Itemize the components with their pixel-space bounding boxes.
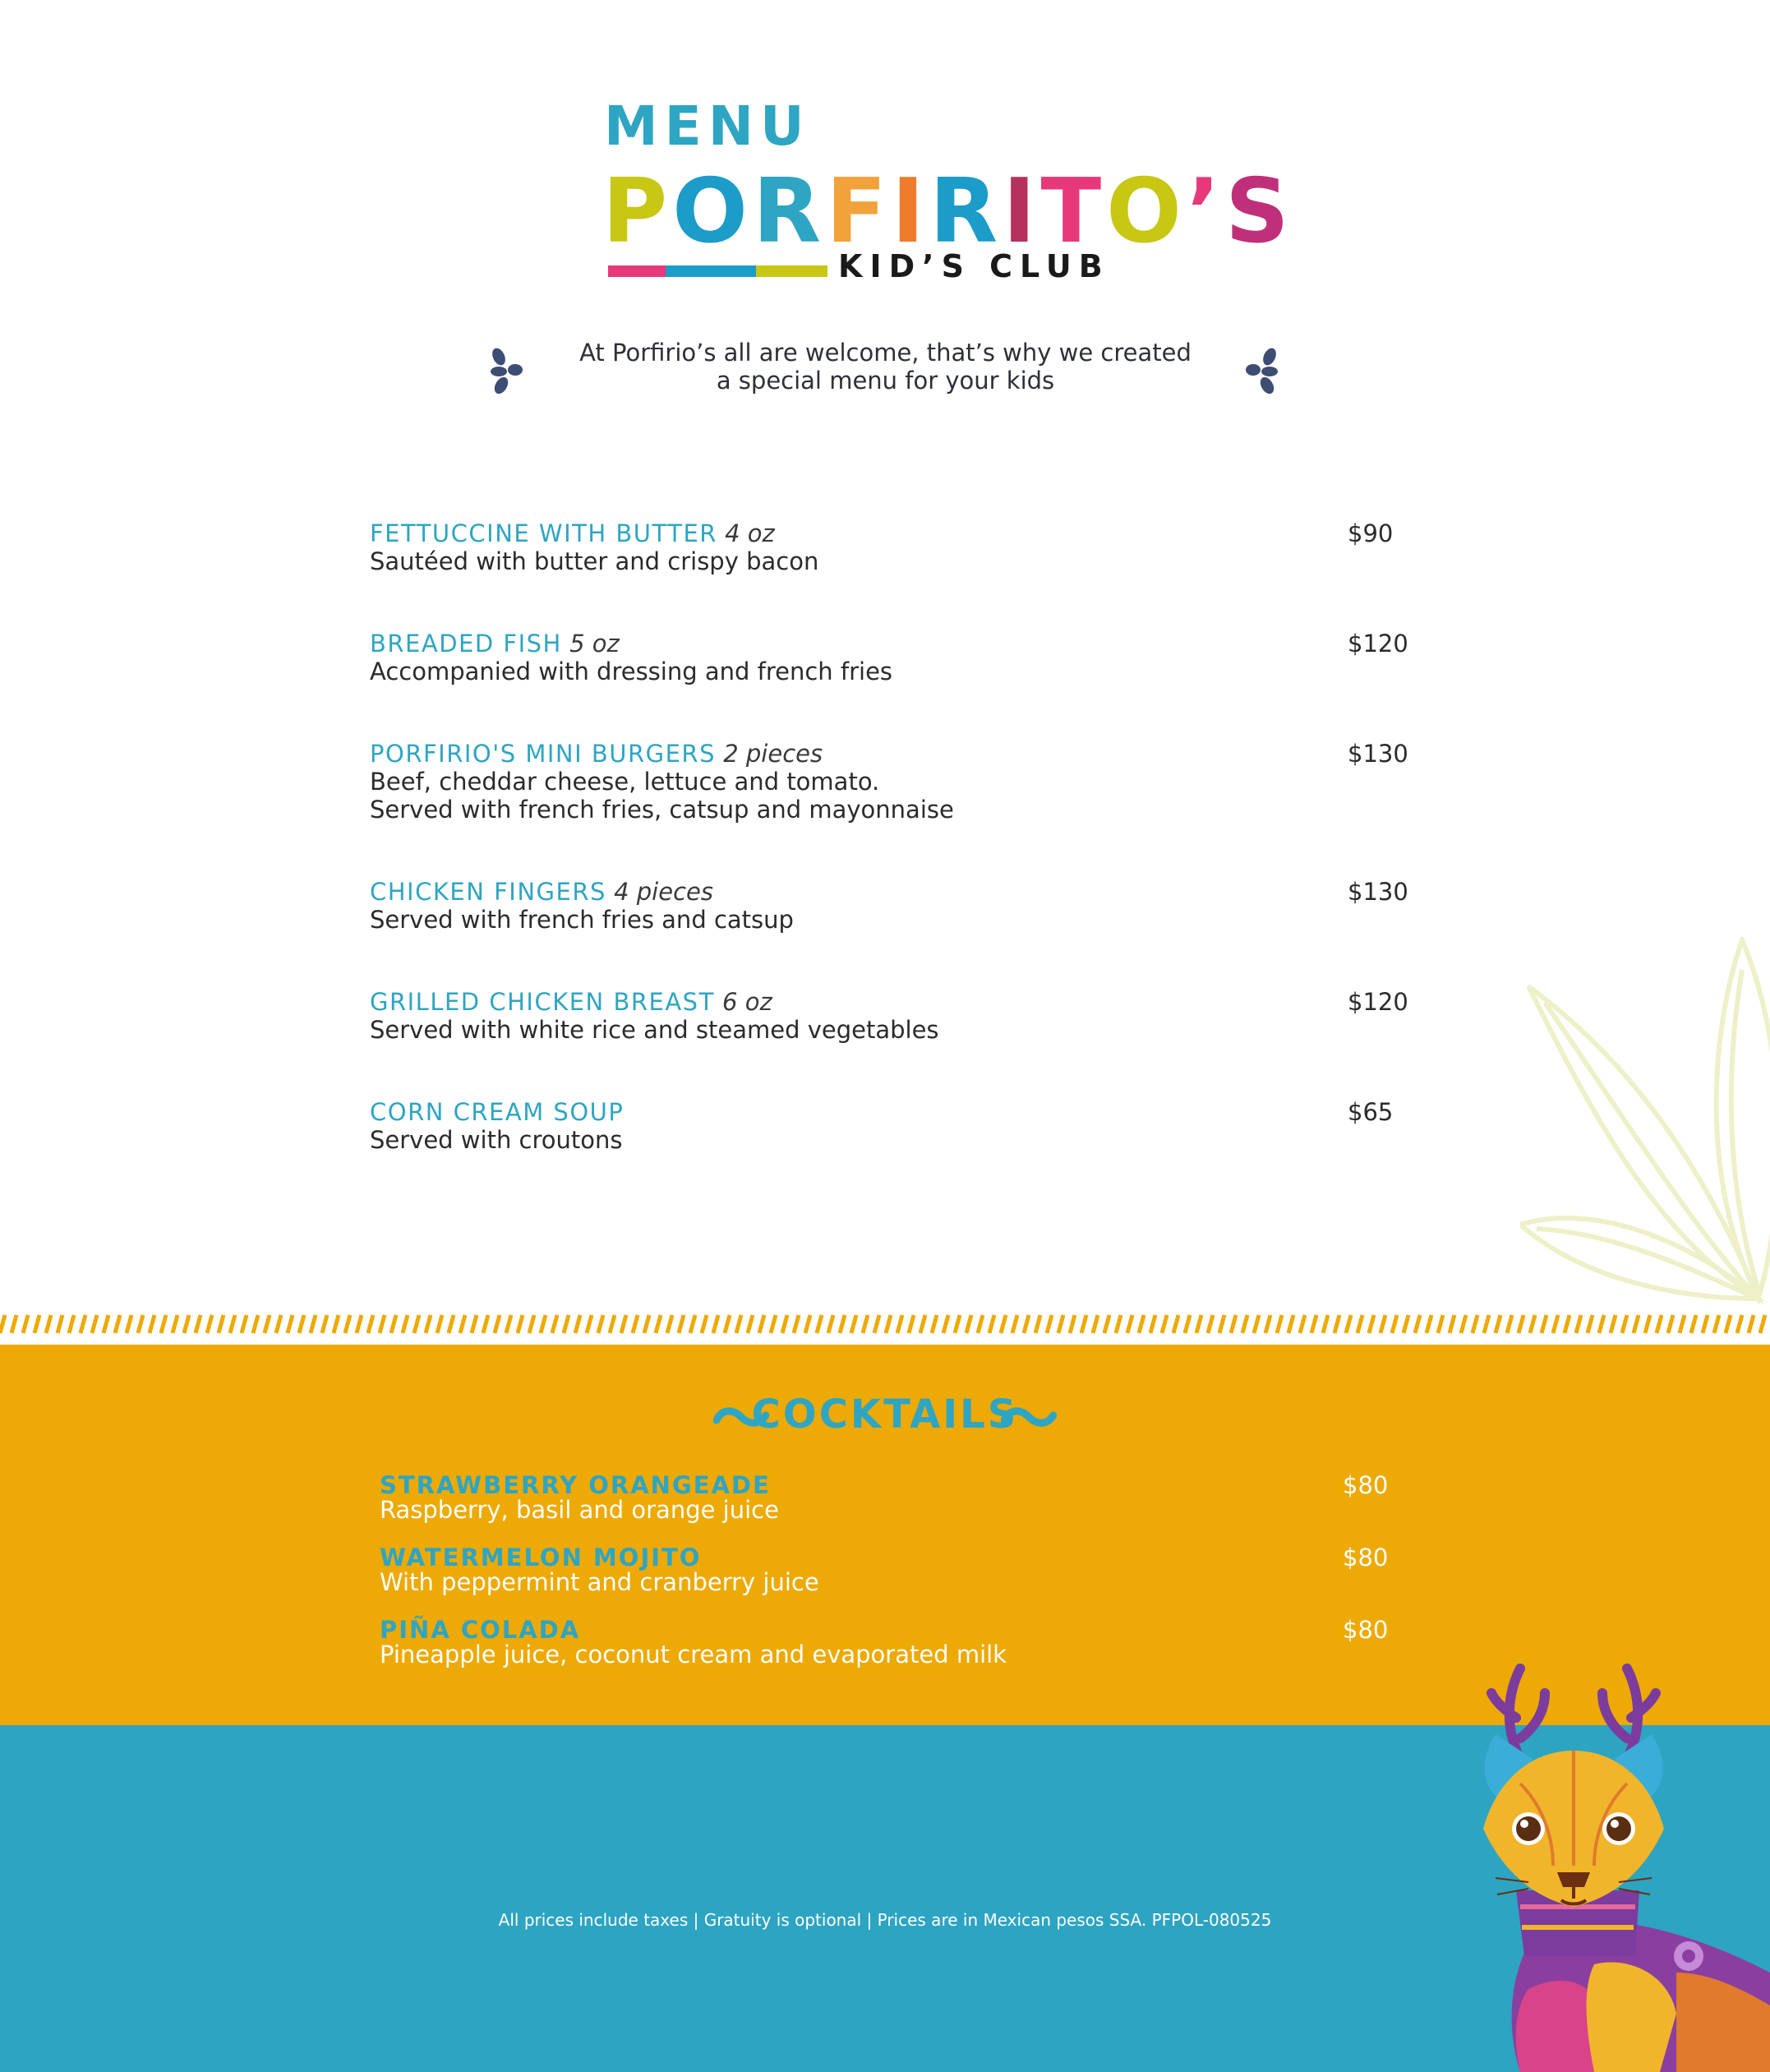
zigzag-stripe (127, 1315, 131, 1333)
zigzag-stripe (1588, 1315, 1593, 1333)
zigzag-stripe (805, 1315, 810, 1333)
zigzag-stripe (748, 1315, 753, 1333)
zigzag-stripe (1599, 1315, 1604, 1333)
zigzag-stripe (1392, 1315, 1397, 1333)
zigzag-stripe (1427, 1315, 1431, 1333)
menu-item-name: BREADED FISH (370, 630, 562, 658)
zigzag-stripe (150, 1315, 154, 1333)
zigzag-stripe (1415, 1315, 1420, 1333)
zigzag-stripe (1323, 1315, 1328, 1333)
zigzag-stripe (1680, 1315, 1685, 1333)
zigzag-stripe (644, 1315, 649, 1333)
zigzag-stripe (702, 1315, 707, 1333)
zigzag-stripe (909, 1315, 914, 1333)
menu-item-name: CHICKEN FINGERS (370, 878, 606, 906)
zigzag-stripe (380, 1315, 385, 1333)
zigzag-stripe (1553, 1315, 1558, 1333)
cocktail-price: $80 (1343, 1616, 1389, 1644)
zigzag-stripe (1622, 1315, 1627, 1333)
zigzag-stripe (23, 1315, 28, 1333)
cocktail-description: Pineapple juice, coconut cream and evaporated milk (380, 1641, 1007, 1668)
zigzag-stripe (1162, 1315, 1167, 1333)
zigzag-stripe (598, 1315, 603, 1333)
zigzag-stripe (207, 1315, 212, 1333)
zigzag-stripe (1737, 1315, 1742, 1333)
zigzag-stripe (1093, 1315, 1098, 1333)
zigzag-stripe (299, 1315, 304, 1333)
cocktail-name: PIÑA COLADA (380, 1616, 581, 1644)
footer-note: All prices include taxes | Gratuity is optional | Prices are in Mexican pesos SSA. PFPOL-080525 (498, 1910, 1272, 1930)
zigzag-stripe (495, 1315, 500, 1333)
zigzag-stripe (656, 1315, 661, 1333)
zigzag-stripe (1450, 1315, 1454, 1333)
intro-line-2: a special menu for your kids (716, 367, 1055, 395)
zigzag-stripe (92, 1315, 97, 1333)
flourish-left-icon (485, 344, 531, 396)
menu-item (370, 630, 1408, 685)
zigzag-stripe (1357, 1315, 1362, 1333)
zigzag-stripe (1219, 1315, 1224, 1333)
zigzag-stripe (1507, 1315, 1512, 1333)
menu-item-price: $90 (1348, 519, 1394, 547)
zigzag-stripe (725, 1315, 730, 1333)
zigzag-stripe (978, 1315, 983, 1333)
zigzag-stripe (518, 1315, 523, 1333)
zigzag-stripe (1530, 1315, 1535, 1333)
zigzag-stripe (782, 1315, 787, 1333)
zigzag-stripe (736, 1315, 741, 1333)
zigzag-stripe (1334, 1315, 1339, 1333)
zigzag-stripe (1311, 1315, 1316, 1333)
menu-label: MENU (604, 95, 811, 158)
swirl-right-icon (1001, 1405, 1057, 1430)
cocktail-name: WATERMELON MOJITO (380, 1544, 702, 1571)
brand-letter: I (891, 160, 930, 263)
zigzag-stripe (219, 1315, 224, 1333)
zigzag-stripe (1760, 1315, 1765, 1333)
menu-item-heading (370, 1098, 624, 1126)
menu-item-heading (370, 740, 954, 768)
zigzag-stripe (610, 1315, 615, 1333)
zigzag-stripe (1116, 1315, 1121, 1333)
menu-item-description: Beef, cheddar cheese, lettuce and tomato. (370, 768, 880, 796)
zigzag-stripe (1404, 1315, 1408, 1333)
zigzag-stripe (1173, 1315, 1178, 1333)
zigzag-stripe (138, 1315, 143, 1333)
zigzag-stripe (1277, 1315, 1282, 1333)
brand-logo (602, 160, 1294, 263)
zigzag-stripe (173, 1315, 177, 1333)
zigzag-stripe (897, 1315, 902, 1333)
cocktails-title: COCKTAILS (751, 1391, 1019, 1437)
zigzag-stripe (1668, 1315, 1673, 1333)
zigzag-stripe (265, 1315, 270, 1333)
cocktail-price: $80 (1343, 1471, 1389, 1499)
zigzag-stripe (1012, 1315, 1017, 1333)
cocktail-name: STRAWBERRY ORANGEADE (380, 1471, 771, 1499)
menu-item-name: GRILLED CHICKEN BREAST (370, 988, 715, 1016)
brand-letter: F (826, 160, 892, 263)
zigzag-stripe (1001, 1315, 1006, 1333)
zigzag-stripe (1024, 1315, 1029, 1333)
zigzag-border (0, 1313, 1770, 1335)
zigzag-stripe (426, 1315, 431, 1333)
zigzag-stripe (161, 1315, 166, 1333)
menu-item-price: $130 (1348, 878, 1408, 906)
zigzag-stripe (1104, 1315, 1109, 1333)
alebrije-deer-icon (1430, 1660, 1770, 2072)
zigzag-stripe (955, 1315, 960, 1333)
zigzag-stripe (115, 1315, 120, 1333)
zigzag-stripe (633, 1315, 638, 1333)
zigzag-stripe (1542, 1315, 1546, 1333)
brand-letter: R (752, 160, 827, 263)
logo-underline (608, 265, 827, 277)
zigzag-stripe (943, 1315, 948, 1333)
zigzag-stripe (1346, 1315, 1351, 1333)
zigzag-stripe (196, 1315, 201, 1333)
zigzag-stripe (1576, 1315, 1581, 1333)
zigzag-stripe (69, 1315, 74, 1333)
zigzag-stripe (230, 1315, 235, 1333)
menu-item-name: FETTUCCINE WITH BUTTER (370, 519, 717, 547)
zigzag-stripe (1058, 1315, 1063, 1333)
zigzag-stripe (1139, 1315, 1144, 1333)
menu-item-description: Served with white rice and steamed vegetables (370, 1016, 939, 1044)
zigzag-stripe (1634, 1315, 1639, 1333)
zigzag-stripe (932, 1315, 937, 1333)
menu-item-name: PORFIRIO'S MINI BURGERS (370, 740, 716, 768)
menu-item-heading (370, 988, 939, 1016)
zigzag-stripe (1127, 1315, 1132, 1333)
zigzag-stripe (1369, 1315, 1374, 1333)
zigzag-stripe (253, 1315, 258, 1333)
zigzag-stripe (0, 1315, 5, 1333)
zigzag-stripe (828, 1315, 833, 1333)
zigzag-stripe (1035, 1315, 1040, 1333)
zigzag-stripe (276, 1315, 281, 1333)
zigzag-stripe (874, 1315, 879, 1333)
zigzag-stripe (575, 1315, 580, 1333)
zigzag-stripe (1265, 1315, 1270, 1333)
menu-item (370, 1098, 1394, 1154)
zigzag-stripe (863, 1315, 868, 1333)
zigzag-stripe (541, 1315, 546, 1333)
zigzag-stripe (1714, 1315, 1719, 1333)
zigzag-stripe (1300, 1315, 1305, 1333)
zigzag-stripe (1070, 1315, 1075, 1333)
cocktail-description: With peppermint and cranberry juice (380, 1568, 819, 1596)
menu-item-portion: 5 oz (569, 630, 620, 658)
zigzag-stripe (242, 1315, 247, 1333)
menu-item-description: Served with french fries and catsup (370, 906, 794, 934)
zigzag-stripe (322, 1315, 327, 1333)
menu-item (370, 878, 1408, 934)
zigzag-stripe (81, 1315, 85, 1333)
zigzag-stripe (288, 1315, 293, 1333)
menu-item-price: $120 (1348, 988, 1408, 1016)
brand-letter: P (602, 160, 673, 263)
zigzag-stripe (449, 1315, 454, 1333)
brand-letter: O (672, 160, 753, 263)
zigzag-stripe (1565, 1315, 1569, 1333)
zigzag-stripe (1461, 1315, 1466, 1333)
menu-item (370, 519, 1394, 575)
zigzag-stripe (1726, 1315, 1731, 1333)
zigzag-stripe (1150, 1315, 1155, 1333)
zigzag-stripe (357, 1315, 362, 1333)
brand-letter: ’ (1186, 160, 1225, 263)
menu-item-portion: 2 pieces (723, 740, 823, 768)
zigzag-stripe (886, 1315, 891, 1333)
zigzag-stripe (679, 1315, 684, 1333)
zigzag-stripe (1242, 1315, 1247, 1333)
menu-item-heading (370, 630, 892, 658)
zigzag-stripe (1438, 1315, 1443, 1333)
zigzag-stripe (1749, 1315, 1754, 1333)
flourish-right-icon (1238, 344, 1284, 396)
brand-letter: S (1224, 160, 1294, 263)
zigzag-stripe (771, 1315, 776, 1333)
zigzag-stripe (851, 1315, 856, 1333)
zigzag-stripe (1645, 1315, 1650, 1333)
intro-text (575, 339, 1196, 395)
brand-letter: R (929, 160, 1003, 263)
brand-letter: O (1106, 160, 1187, 263)
menu-item-description: Accompanied with dressing and french fries (370, 658, 893, 685)
zigzag-stripe (1196, 1315, 1201, 1333)
zigzag-stripe (529, 1315, 534, 1333)
menu-item (370, 740, 1408, 824)
zigzag-stripe (345, 1315, 350, 1333)
zigzag-stripe (713, 1315, 718, 1333)
menu-item-portion: 4 oz (725, 519, 775, 547)
zigzag-stripe (1691, 1315, 1696, 1333)
intro-line-1: At Porfirio’s all are welcome, that’s why we created (579, 339, 1192, 367)
menu-item-heading (370, 878, 794, 906)
zigzag-stripe (1703, 1315, 1708, 1333)
zigzag-stripe (552, 1315, 557, 1333)
zigzag-stripe (1519, 1315, 1523, 1333)
zigzag-stripe (1657, 1315, 1662, 1333)
menu-item-price: $65 (1348, 1098, 1394, 1126)
menu-item-portion: 6 oz (722, 988, 772, 1016)
cocktail-list (380, 1473, 1399, 1690)
zigzag-stripe (104, 1315, 108, 1333)
cocktail-item (380, 1545, 1399, 1617)
zigzag-stripe (1473, 1315, 1477, 1333)
cocktail-price: $80 (1343, 1544, 1389, 1571)
menu-item-description: Served with croutons (370, 1126, 623, 1154)
zigzag-stripe (1081, 1315, 1086, 1333)
zigzag-stripe (920, 1315, 925, 1333)
cocktail-item (380, 1617, 1399, 1690)
menu-item-price: $120 (1348, 630, 1408, 658)
cocktail-description: Raspberry, basil and orange juice (380, 1496, 779, 1524)
zigzag-stripe (460, 1315, 465, 1333)
zigzag-stripe (184, 1315, 189, 1333)
club-label: KID’S CLUB (838, 248, 1110, 284)
zigzag-stripe (58, 1315, 62, 1333)
menu-item-price: $130 (1348, 740, 1408, 768)
brand-letter: I (1003, 160, 1041, 263)
zigzag-stripe (506, 1315, 511, 1333)
zigzag-stripe (667, 1315, 672, 1333)
zigzag-stripe (1231, 1315, 1236, 1333)
zigzag-stripe (414, 1315, 419, 1333)
zigzag-stripe (311, 1315, 316, 1333)
menu-item-portion: 4 pieces (614, 878, 713, 906)
zigzag-stripe (1611, 1315, 1616, 1333)
zigzag-stripe (759, 1315, 764, 1333)
zigzag-stripe (840, 1315, 845, 1333)
zigzag-stripe (437, 1315, 442, 1333)
agave-leaf-icon (1520, 937, 1770, 1307)
menu-item (370, 988, 1408, 1044)
menu-item-description: Served with french fries, catsup and mayonnaise (370, 796, 954, 824)
zigzag-stripe (1254, 1315, 1259, 1333)
zigzag-stripe (391, 1315, 396, 1333)
zigzag-stripe (472, 1315, 477, 1333)
zigzag-stripe (564, 1315, 569, 1333)
cocktail-item (380, 1473, 1399, 1545)
menu-item-description: Sautéed with butter and crispy bacon (370, 547, 819, 575)
zigzag-stripe (46, 1315, 51, 1333)
zigzag-stripe (690, 1315, 695, 1333)
zigzag-stripe (403, 1315, 408, 1333)
zigzag-stripe (1496, 1315, 1500, 1333)
zigzag-stripe (12, 1315, 16, 1333)
zigzag-stripe (587, 1315, 592, 1333)
zigzag-stripe (1047, 1315, 1052, 1333)
zigzag-stripe (1288, 1315, 1293, 1333)
zigzag-stripe (989, 1315, 994, 1333)
zigzag-stripe (966, 1315, 971, 1333)
zigzag-stripe (334, 1315, 339, 1333)
zigzag-stripe (817, 1315, 822, 1333)
zigzag-stripe (1381, 1315, 1385, 1333)
zigzag-stripe (35, 1315, 39, 1333)
zigzag-stripe (368, 1315, 373, 1333)
menu-item-name: CORN CREAM SOUP (370, 1098, 625, 1126)
zigzag-stripe (1185, 1315, 1190, 1333)
zigzag-stripe (794, 1315, 799, 1333)
zigzag-stripe (621, 1315, 626, 1333)
zigzag-stripe (1484, 1315, 1489, 1333)
zigzag-stripe (483, 1315, 488, 1333)
zigzag-stripe (1208, 1315, 1213, 1333)
brand-letter: T (1040, 160, 1107, 263)
menu-item-heading (370, 519, 818, 547)
